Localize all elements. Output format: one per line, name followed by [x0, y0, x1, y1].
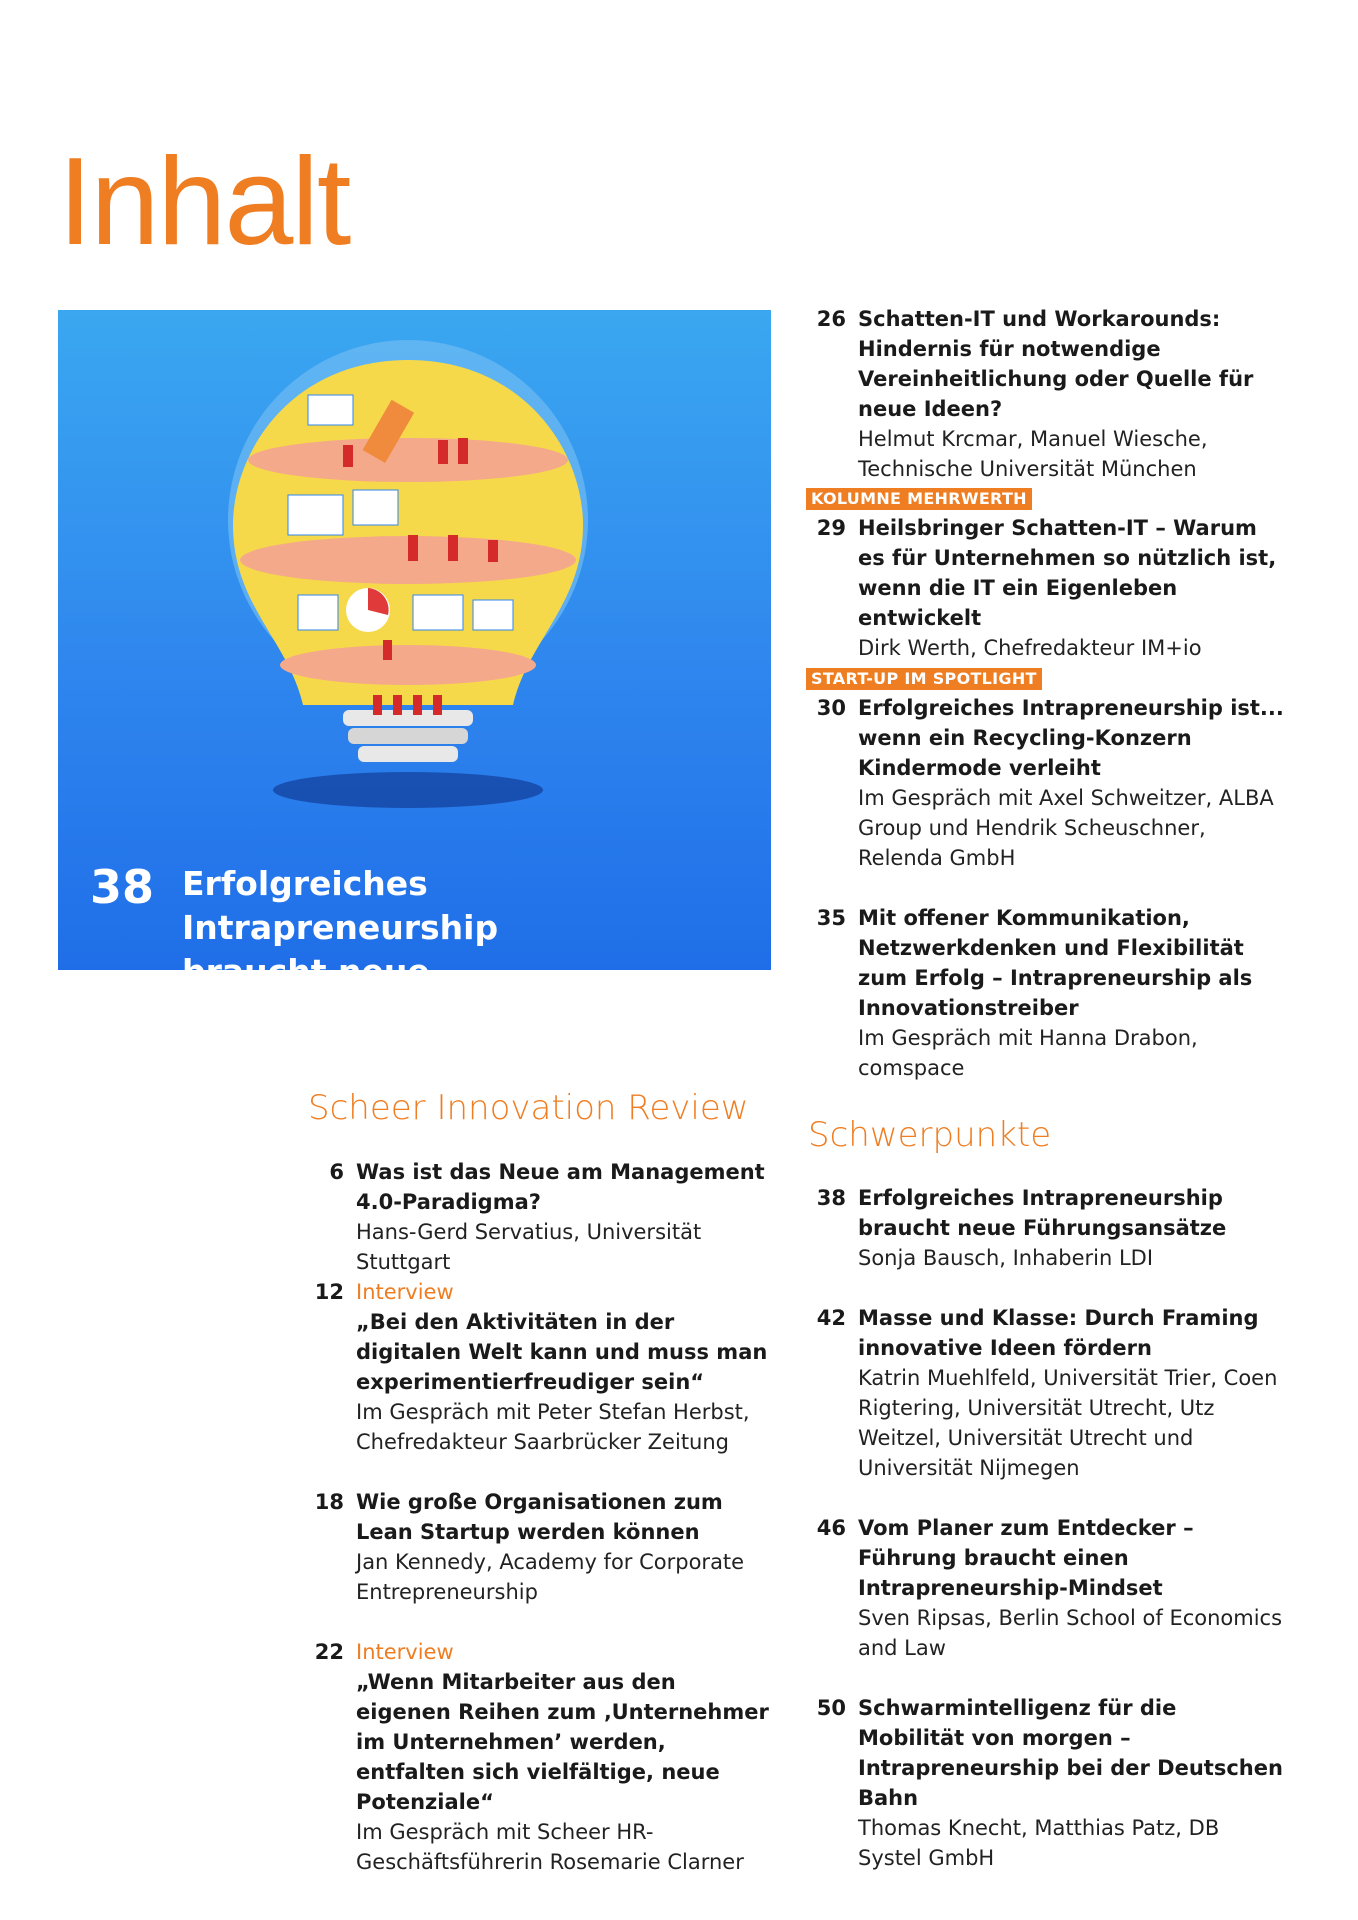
toc-entry-38[interactable] — [816, 1183, 1288, 1273]
entry-title: Masse und Klasse: Durch Framing innovative Ideen fördern — [858, 1306, 1259, 1360]
toc-entry-26[interactable] — [816, 304, 1288, 484]
section-heading-schwerpunkte: Schwerpunkte — [808, 1115, 1052, 1155]
startup-tag: START-UP IM SPOTLIGHT — [806, 668, 1042, 690]
entry-author: Hans-Gerd Servatius, Universität Stuttgart — [356, 1220, 702, 1274]
page-number: 22 — [314, 1640, 344, 1664]
entry-author: Helmut Krcmar, Manuel Wiesche, Technische Universität München — [858, 427, 1208, 481]
hero-title-line1: Erfolgreiches Intrapreneurship — [182, 864, 499, 947]
page-number: 29 — [816, 516, 846, 540]
column-tag: KOLUMNE MEHRWERTH — [806, 488, 1032, 510]
section-heading-review: Scheer Innovation Review — [308, 1088, 749, 1128]
page-title: Inhalt — [58, 133, 350, 271]
entry-author: Thomas Knecht, Matthias Patz, DB Systel GmbH — [858, 1816, 1220, 1870]
page-number: 42 — [816, 1306, 846, 1330]
toc-entry-46[interactable] — [816, 1513, 1288, 1663]
page-number: 50 — [816, 1696, 846, 1720]
entry-author: Sven Ripsas, Berlin School of Economics and Law — [858, 1606, 1283, 1660]
toc-entry-50[interactable] — [816, 1693, 1288, 1873]
toc-entry-42[interactable] — [816, 1303, 1288, 1483]
entry-author: Im Gespräch mit Scheer HR-Geschäftsführerin Rosemarie Clarner — [356, 1820, 744, 1874]
entry-title: Erfolgreiches Intrapreneurship ist... wenn ein Recycling-Konzern Kindermode verleiht — [858, 696, 1284, 780]
entry-author: Im Gespräch mit Axel Schweitzer, ALBA Group und Hendrik Scheuschner, Relenda GmbH — [858, 786, 1274, 870]
hero-image[interactable] — [58, 310, 771, 1035]
page-number: 46 — [816, 1516, 846, 1540]
entry-kicker: Interview — [356, 1640, 454, 1664]
hero-title — [182, 862, 742, 1038]
entry-title: Wie große Organisationen zum Lean Startup werden können — [356, 1490, 723, 1544]
toc-entry-6[interactable] — [329, 1157, 776, 1277]
entry-author: Im Gespräch mit Hanna Drabon, comspace — [858, 1026, 1198, 1080]
hero-title-line2: braucht neue Führungsansätze — [182, 952, 502, 1035]
entry-title: Mit offener Kommunikation, Netzwerkdenken und Flexibilität zum Erfolg – Intrapreneurship als Innovationstreiber — [858, 906, 1253, 1020]
entry-author: Jan Kennedy, Academy for Corporate Entrepreneurship — [356, 1550, 745, 1604]
toc-entry-12[interactable] — [314, 1277, 776, 1457]
page-number: 35 — [816, 906, 846, 930]
page-number: 26 — [816, 307, 846, 331]
entry-title: Schwarmintelligenz für die Mobilität von morgen – Intrapreneurship bei der Deutschen Bahn — [858, 1696, 1283, 1810]
toc-entry-30[interactable] — [816, 693, 1288, 873]
page-number: 6 — [329, 1160, 344, 1184]
hero-page-number: 38 — [90, 860, 155, 914]
entry-author: Katrin Muehlfeld, Universität Trier, Coen Rigtering, Universität Utrecht, Utz Weitzel, Universität Utrecht und Universität Nijmegen — [858, 1366, 1278, 1480]
page-number: 30 — [816, 696, 846, 720]
entry-title: Vom Planer zum Entdecker – Führung braucht einen Intrapreneurship-Mindset — [858, 1516, 1194, 1600]
entry-title: „Wenn Mitarbeiter aus den eigenen Reihen zum ‚Unternehmer im Unternehmen’ werden, entfalten sich vielfältige, neue Potenziale“ — [356, 1670, 769, 1814]
page-number: 18 — [314, 1490, 344, 1514]
toc-entry-35[interactable] — [816, 903, 1288, 1083]
entry-title: Schatten-IT und Workarounds: Hindernis für notwendige Vereinheitlichung oder Quelle für neue Ideen? — [858, 307, 1254, 421]
entry-author: Sonja Bausch, Inhaberin LDI — [858, 1246, 1154, 1270]
toc-entry-18[interactable] — [314, 1487, 776, 1607]
toc-entry-29[interactable] — [816, 513, 1288, 663]
entry-author: Im Gespräch mit Peter Stefan Herbst, Chefredakteur Saarbrücker Zeitung — [356, 1400, 750, 1454]
entry-title: „Bei den Aktivitäten in der digitalen Welt kann und muss man experimentierfreudiger sein“ — [356, 1310, 768, 1394]
page-number: 12 — [314, 1280, 344, 1304]
entry-title: Was ist das Neue am Management 4.0-Paradigma? — [356, 1160, 765, 1214]
toc-entry-22[interactable] — [314, 1637, 776, 1877]
entry-title: Heilsbringer Schatten-IT – Warum es für Unternehmen so nützlich ist, wenn die IT ein Eigenleben entwickelt — [858, 516, 1277, 630]
page-number: 38 — [816, 1186, 846, 1210]
entry-author: Dirk Werth, Chefredakteur IM+io — [858, 636, 1202, 660]
entry-title: Erfolgreiches Intrapreneurship braucht neue Führungsansätze — [858, 1186, 1227, 1240]
entry-kicker: Interview — [356, 1280, 454, 1304]
